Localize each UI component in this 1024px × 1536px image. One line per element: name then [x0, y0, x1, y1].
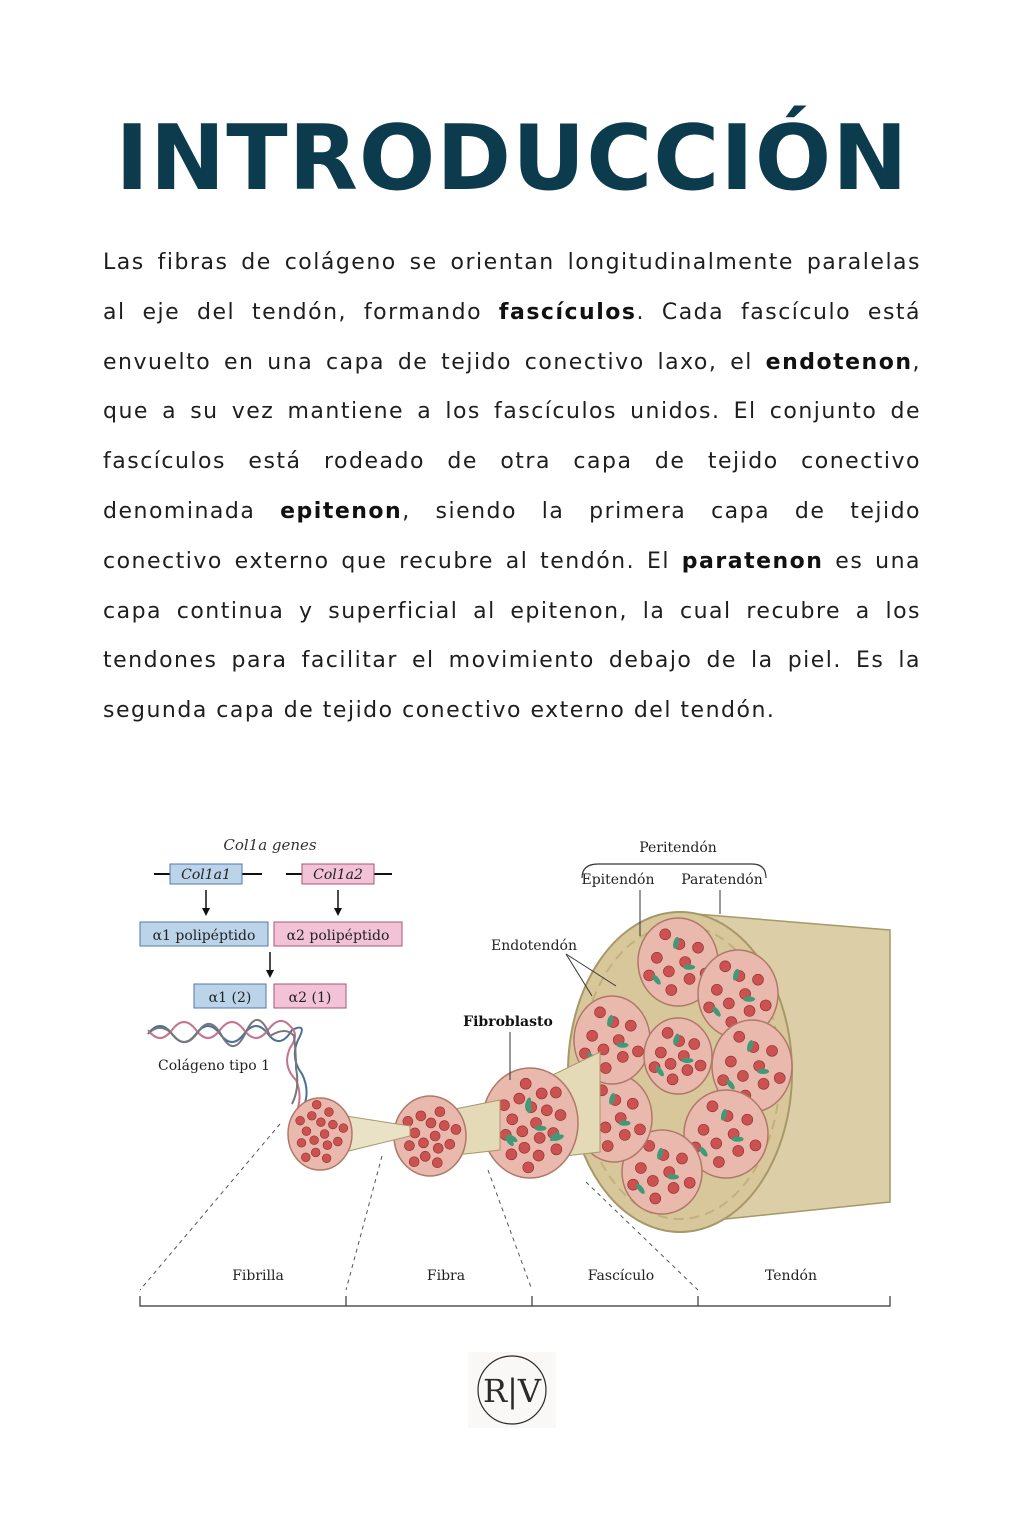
- fibril-dot: [625, 1020, 636, 1031]
- fibril-dot: [632, 1046, 643, 1057]
- fibril-dot: [682, 1065, 693, 1076]
- term-fasciculos: fascículos: [498, 299, 637, 325]
- fascicle: [644, 1018, 712, 1094]
- peritendon-label: Peritendón: [639, 840, 717, 856]
- fibril-dot: [767, 1045, 778, 1056]
- fibril-dot: [323, 1141, 332, 1150]
- fibril-dot: [660, 929, 671, 940]
- fibril-dot: [684, 1177, 695, 1188]
- fibril-dot: [555, 1110, 566, 1121]
- fibril-dot: [617, 1051, 628, 1062]
- fibril-dot: [600, 1063, 611, 1074]
- arrow-head: [202, 908, 210, 916]
- fibril-dot: [725, 1056, 736, 1067]
- fibril-dot: [339, 1124, 348, 1133]
- term-epitenon: epitenon: [280, 498, 403, 524]
- rv-logo: [468, 1352, 556, 1428]
- fibril-dot: [297, 1138, 306, 1147]
- fibril-dot: [627, 1098, 638, 1109]
- arrow-head: [266, 970, 274, 978]
- fibril-dot: [523, 1162, 534, 1173]
- fibril-dot: [698, 1124, 709, 1135]
- fibril-dot: [666, 985, 677, 996]
- gene2-label: Col1a2: [313, 867, 363, 883]
- fibril-dot: [451, 1124, 461, 1134]
- fibroblast-cell: [732, 1137, 744, 1142]
- fibroblast-cell: [667, 1174, 679, 1179]
- fibril-dot: [689, 1039, 700, 1050]
- fibril-dot: [311, 1148, 320, 1157]
- fibril-dot: [433, 1143, 443, 1153]
- fibril-dot: [519, 1142, 530, 1153]
- fibril-dot: [439, 1121, 449, 1131]
- text-segment: Las fibras de colágeno se orientan longitudinalmente paralelas al eje del tendón, formando: [103, 250, 921, 325]
- fibril-dot: [667, 1074, 678, 1085]
- fibroblast-cell: [619, 1121, 631, 1126]
- fibroblast-cell: [617, 1043, 629, 1048]
- fibril-dot: [774, 1073, 785, 1084]
- fibril-dot: [750, 1140, 761, 1151]
- term-endotenon: endotenon: [765, 349, 913, 375]
- fibril-dot: [506, 1149, 517, 1160]
- fibril-dot: [668, 1182, 679, 1193]
- fibroblast-cell: [681, 1058, 693, 1063]
- intro-paragraph: [103, 238, 921, 736]
- gene1-label: Col1a1: [181, 867, 231, 883]
- fibril-dot: [435, 1107, 445, 1117]
- paratendon-label: Paratendón: [681, 872, 763, 888]
- fibril-dot: [600, 1122, 611, 1133]
- fibril-dot: [404, 1141, 414, 1151]
- fibril-dot: [418, 1138, 428, 1148]
- fibril-dot: [520, 1078, 531, 1089]
- fibril-dot: [432, 1158, 442, 1168]
- fibril-dot: [536, 1088, 547, 1099]
- fibril-dot: [409, 1157, 419, 1167]
- fibril-dot: [426, 1118, 436, 1128]
- fibroblasto-label: Fibroblasto: [463, 1014, 553, 1030]
- fibril-dot: [723, 998, 734, 1009]
- term-paratenon: paratenon: [681, 548, 824, 574]
- collagen-label: Colágeno tipo 1: [158, 1058, 270, 1074]
- fibril-dot: [445, 1139, 455, 1149]
- fibril-dot: [693, 942, 704, 953]
- fibril-dot: [635, 1163, 646, 1174]
- fibril-dot: [720, 961, 731, 972]
- fibril-dot: [753, 974, 764, 985]
- fibril-dot: [507, 1114, 518, 1125]
- fibril-dot: [328, 1120, 337, 1129]
- fibroblast-cell: [535, 1126, 547, 1131]
- fibril-dot: [312, 1100, 321, 1109]
- fibril-dot: [655, 1047, 666, 1058]
- page-title: INTRODUCCIÓN: [115, 106, 909, 211]
- logo-text: R|V: [483, 1372, 541, 1410]
- fibril-dot: [416, 1111, 426, 1121]
- level-label: Fascículo: [587, 1268, 655, 1284]
- fibril-dot: [325, 1108, 334, 1117]
- fibril-dot: [677, 1153, 688, 1164]
- fibril-dot: [302, 1127, 311, 1136]
- fibril-dot: [410, 1128, 420, 1138]
- poly2-label: α2 polipéptido: [286, 928, 390, 944]
- fibril-dot: [517, 1126, 528, 1137]
- fibril-dot: [713, 1157, 724, 1168]
- fibril-dot: [533, 1150, 544, 1161]
- fibril-dot: [551, 1144, 562, 1155]
- fibril-dot: [647, 1175, 658, 1186]
- genes-label: Col1a genes: [223, 836, 317, 854]
- chain1-label: α1 (2): [208, 990, 252, 1006]
- text-segment: , que a su vez mantiene a los fascículos unidos. El conjunto de fascículos está rodeado de otra capa de tejido conectivo denominada: [103, 349, 921, 524]
- fibril-dot: [711, 984, 722, 995]
- fibril-dot: [744, 1005, 755, 1016]
- fibril-dot: [758, 1078, 769, 1089]
- fibril-dot: [514, 1093, 525, 1104]
- level-label: Fibrilla: [232, 1268, 284, 1284]
- endotendon-pointer: [566, 954, 592, 996]
- poly1-label: α1 polipéptido: [152, 928, 256, 944]
- fibril-dot: [534, 1132, 545, 1143]
- text-segment: es una capa continua y superficial al epitenon, la cual recubre a los tendones para facilitar el movimiento debajo de la piel. Es la segunda capa de tejido conectivo externo del tendón.: [103, 548, 922, 724]
- fibril-dot: [662, 1027, 673, 1038]
- fibril-dot: [663, 966, 674, 977]
- fibril-dot: [307, 1111, 316, 1120]
- fibril-dot: [684, 973, 695, 984]
- fibril-dot: [420, 1151, 430, 1161]
- endotendon-label: Endotendón: [491, 938, 577, 954]
- text-segment: , siendo la primera capa de tejido conectivo externo que recubre al tendón. El: [103, 498, 921, 574]
- level-bracket: [140, 1296, 890, 1306]
- fibril-dot: [296, 1116, 305, 1125]
- fibroblast-cell: [683, 965, 695, 970]
- fascicle-body: [644, 1018, 712, 1094]
- fibril-dot: [322, 1154, 331, 1163]
- tendon-structure-diagram: [130, 790, 900, 1320]
- fibril-dot: [711, 1138, 722, 1149]
- fibril-dot: [333, 1137, 342, 1146]
- fibril-dot: [651, 952, 662, 963]
- fibril-dot: [310, 1136, 319, 1145]
- fibril-dot: [733, 1145, 744, 1156]
- fibril-dot: [541, 1105, 552, 1116]
- fibril-dot: [650, 1193, 661, 1204]
- chain2-label: α2 (1): [288, 990, 332, 1006]
- fibril-dot: [316, 1118, 325, 1127]
- fibril-dot: [734, 1031, 745, 1042]
- level-label: Fibra: [426, 1268, 466, 1284]
- fibril-dot: [595, 1007, 606, 1018]
- text-segment: . Cada fascículo está envuelto en una capa de tejido conectivo laxo, el: [103, 299, 922, 375]
- fibril-dot: [301, 1153, 310, 1162]
- fibril-dot: [430, 1131, 440, 1141]
- fibril-dot: [695, 1060, 706, 1071]
- fibril-dot: [587, 1030, 598, 1041]
- fibril-dot: [634, 1124, 645, 1135]
- fibril-dot: [707, 1101, 718, 1112]
- fibroblast-cell: [757, 1069, 769, 1074]
- level-label: Tendón: [765, 1268, 817, 1284]
- fibril-dot: [760, 1000, 771, 1011]
- fibroblast-cell: [743, 997, 755, 1002]
- fibril-dot: [619, 1129, 630, 1140]
- fibril-dot: [320, 1130, 329, 1139]
- epitendon-label: Epitendón: [581, 872, 655, 888]
- fibril-dot: [737, 1070, 748, 1081]
- fibril-dot: [742, 1114, 753, 1125]
- arrow-head: [334, 908, 342, 916]
- fibril-dot: [602, 1141, 613, 1152]
- fibril-dot: [665, 1058, 676, 1069]
- fibril-dot: [550, 1087, 561, 1098]
